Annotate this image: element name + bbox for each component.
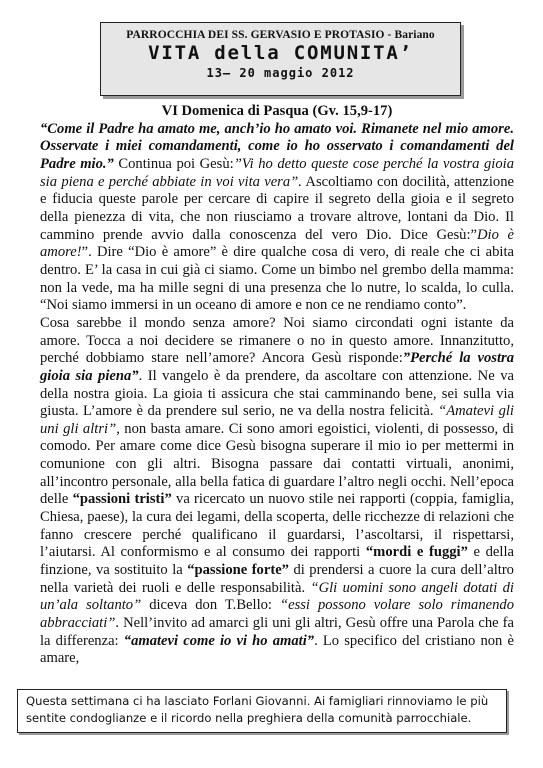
newsletter-header <box>100 22 461 96</box>
parish-name: PARROCCHIA DEI SS. GERVASIO E PROTASIO - Bariano <box>126 29 435 41</box>
paragraph-2: Cosa sarebbe il mondo senza amore? Noi siamo circondati ogni istante da amore. Tocca a noi decidere se rimanere o no in questo amore. Innanzitutto, perché dobbiamo stare nell’amore? Ancora Gesù risponde:”Perché la vostra gioia sia piena”. Il vangelo è da prendere, da ascoltare con attenzione. Ne va della nostra gioia. La gioia ti assicura che stai camminando bene, sei sulla via giusta. L’amore è da prendere sul serio, ne va della nostra felicità. “Amatevi gli uni gli altri”, non basta amare. Ci sono amori egoistici, violenti, di possesso, di comodo. Per amare come dice Gesù bisogna superare il mio io per mettermi in comunione con gli altri. Bisogna passare dai contatti virtuali, anonimi, all’incontro personale, alla bella fatica di guardare l’altro negli occhi. Nell’epoca delle “passioni tristi” va ricercato un nuovo stile nei rapporti (coppia, famiglia, Chiesa, paese), la cura dei legami, della scoperta, delle ricchezze di relazioni che fanno crescere perché qualificano il guardarsi, l’ascoltarsi, il rispettarsi, l’aiutarsi. Al conformismo e al consumo dei rapporti “mordi e fuggi” e della finzione, va sostituito la “passione forte” di prendersi a cuore la cura dell’altro nella varietà dei ruoli e delle responsabilità. “Gli uomini sono angeli dotati di un’ala soltanto” diceva don T.Bello: “essi possono volare solo rimanendo abbracciati”. Nell’invito ad amarci gli uni gli altri, Gesù offre una Parola che fa la differenza: “amatevi come io vi ho amati”. Lo specifico del cristiano non è amare, <box>40 314 515 667</box>
obituary-notice: Questa settimana ci ha lasciato Forlani Giovanni. Ai famigliari rinnoviamo le più sentite condoglianze e il ricordo nella preghiera della comunità parrocchiale. <box>17 689 507 733</box>
issue-date: 13– 20 maggio 2012 <box>206 66 355 80</box>
article <box>40 103 514 668</box>
paragraph-1: “Come il Padre ha amato me, anch’io ho amato voi. Rimanete nel mio amore. Osservate i miei comandamenti, come io ho osservato i comandamenti del Padre mio.” Continua poi Gesù:”Vi ho detto queste cose perché la vostra gioia sia piena e perché abbiate in voi vita vera”. Ascoltiamo con docilità, attenzione e fiducia queste parole per cercare di capire il segreto della gioia e il segreto della pienezza di vita, che non riusciamo a trovare altrove, lontani da Dio. Il cammino prende avvio dalla conoscenza del vero Dio. Dice Gesù:”Dio è amore!”. Dire “Dio è amore” è dire qualche cosa di vero, di reale che ci abita dentro. E’ la casa in cui già ci siamo. Come un bimbo nel grembo della mamma: non la vede, ma ha mille segni di una presenza che lo nutre, lo scalda, lo culla. “Noi siamo immersi in un oceano di amore e non ce ne rendiamo conto”. <box>40 120 514 314</box>
sunday-heading: VI Domenica di Pasqua (Gv. 15,9-17) <box>161 103 393 119</box>
gospel-quote: “Come il Padre ha amato me, anch’io ho amato voi. Rimanete nel mio amore. Osservate i miei comandamenti, come io ho osservato i comandamenti del Padre mio.” <box>40 120 514 172</box>
newsletter-title: VITA della COMUNITA’ <box>148 42 413 64</box>
